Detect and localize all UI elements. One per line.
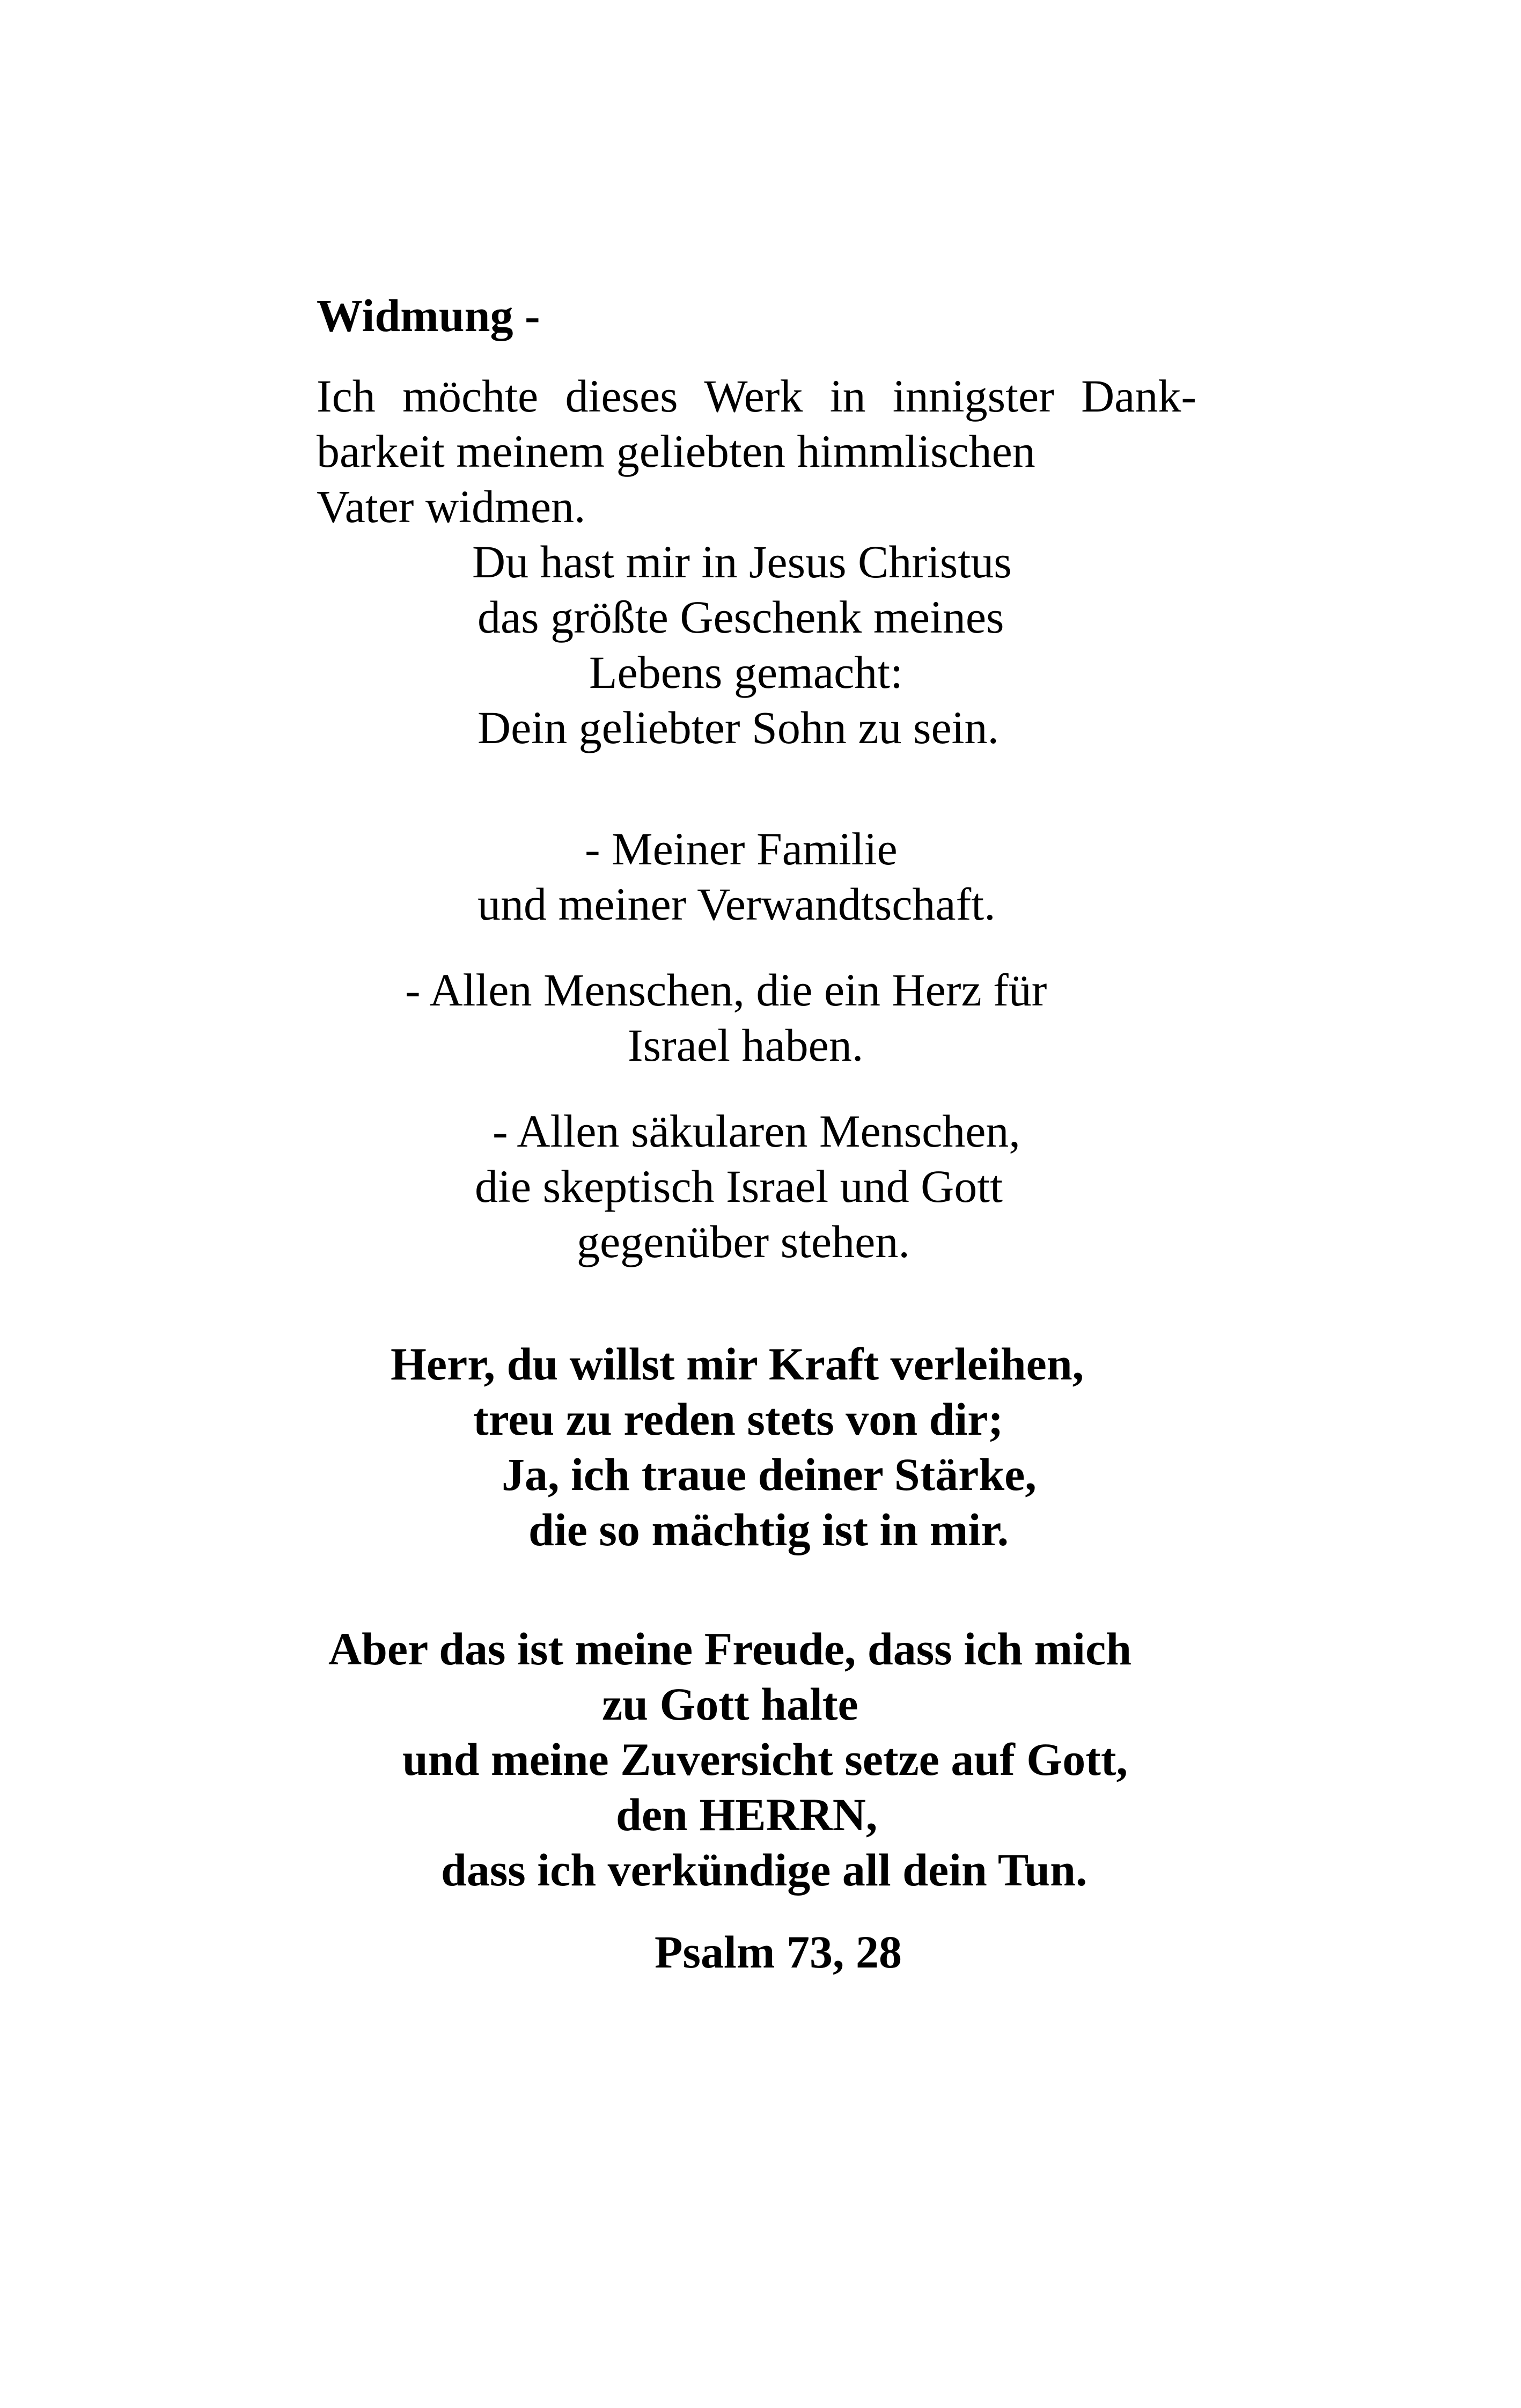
prayer-line-2: treu zu reden stets von dir;: [473, 1393, 1004, 1445]
intro-line-1: Ich möchte dieses Werk in innigster Dank-: [317, 370, 1196, 422]
psalm-line-1: Aber das ist meine Freude, dass ich mich: [328, 1623, 1132, 1675]
family-line-2: und meiner Verwandtschaft.: [477, 878, 996, 930]
father-line-4: Dein geliebter Sohn zu sein.: [477, 702, 1000, 753]
prayer-line-1: Herr, du willst mir Kraft verleihen,: [391, 1338, 1084, 1390]
dedication-heading: Widmung -: [317, 290, 540, 341]
intro-line-2: barkeit meinem geliebten himmlischen: [317, 425, 1035, 477]
psalm-line-3: und meine Zuversicht setze auf Gott,: [402, 1734, 1128, 1785]
prayer-line-3: Ja, ich traue deiner Stärke,: [502, 1449, 1037, 1500]
father-line-3: Lebens gemacht:: [589, 647, 903, 698]
israel-line-1: - Allen Menschen, die ein Herz für: [405, 964, 1047, 1016]
father-line-2: das größte Geschenk meines: [477, 591, 1004, 643]
prayer-line-4: die so mächtig ist in mir.: [528, 1504, 1009, 1555]
father-line-1: Du hast mir in Jesus Christus: [472, 536, 1012, 588]
secular-line-1: - Allen säkularen Menschen,: [493, 1105, 1020, 1157]
israel-line-2: Israel haben.: [628, 1019, 864, 1071]
psalm-line-4: den HERRN,: [616, 1789, 878, 1840]
psalm-line-2: zu Gott halte: [602, 1678, 858, 1730]
intro-line-3: Vater widmen.: [317, 481, 586, 532]
secular-line-2: die skeptisch Israel und Gott: [475, 1161, 1003, 1212]
psalm-reference: Psalm 73, 28: [655, 1926, 902, 1978]
psalm-line-5: dass ich verkündige all dein Tun.: [441, 1844, 1088, 1896]
family-line-1: - Meiner Familie: [585, 823, 898, 875]
secular-line-3: gegenüber stehen.: [577, 1216, 910, 1267]
